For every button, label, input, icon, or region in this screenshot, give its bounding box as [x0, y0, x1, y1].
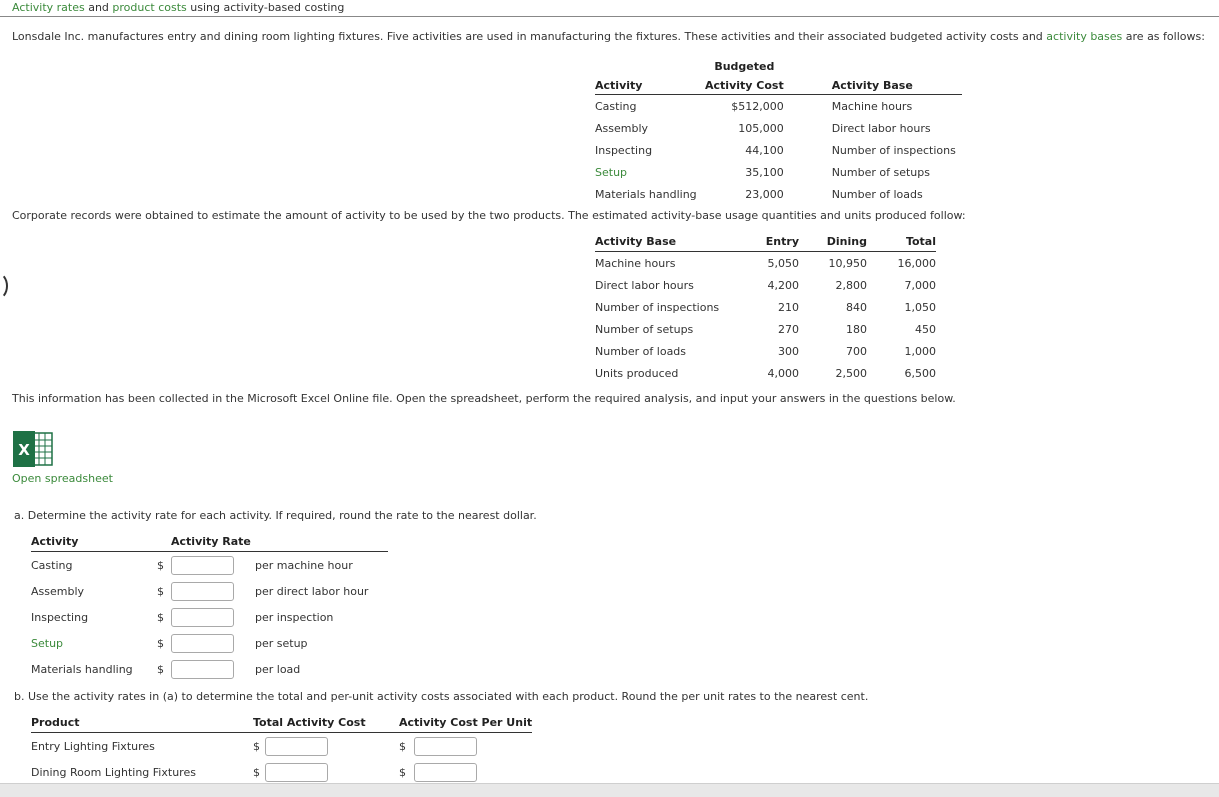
activity-cell: Assembly — [595, 121, 649, 135]
total-cell: 6,500 — [904, 366, 936, 380]
base-cell: Number of inspections — [831, 143, 956, 157]
entry-unit-cost-input[interactable] — [414, 737, 477, 756]
unit-cell: per load — [255, 662, 301, 676]
activity-cost-table — [595, 54, 962, 205]
base-cell: Direct labor hours — [831, 121, 931, 135]
table-row — [595, 139, 962, 161]
product-cell: Entry Lighting Fixtures — [31, 739, 155, 753]
intro-part2: are as follows: — [1125, 30, 1205, 43]
activity-rate-table — [31, 532, 388, 682]
open-spreadsheet-link[interactable]: Open spreadsheet — [12, 472, 113, 485]
product-header: Product — [31, 713, 253, 733]
currency-symbol: $ — [157, 558, 164, 572]
inspecting-rate-input[interactable] — [171, 608, 234, 627]
dining-cell: 2,500 — [835, 366, 867, 380]
materials-handling-rate-input[interactable] — [171, 660, 234, 679]
part-b-question: b. Use the activity rates in (a) to determine the total and per-unit activity costs associated with each product. Round the per unit rates to the nearest cent. — [14, 690, 869, 703]
currency-symbol: $ — [157, 662, 164, 676]
unit-cell: per machine hour — [255, 558, 353, 572]
decorative-arc — [0, 272, 8, 300]
currency-symbol: $ — [399, 765, 406, 779]
info-text: This information has been collected in the Microsoft Excel Online file. Open the spreadsheet, perform the required analysis, and input your answers in the questions below. — [12, 392, 956, 405]
cost-cell: 44,100 — [745, 143, 784, 157]
activity-cell: Casting — [31, 558, 73, 572]
dining-unit-cost-input[interactable] — [414, 763, 477, 782]
activity-header: Activity — [595, 73, 705, 95]
activity-cost-header: Activity Cost — [705, 73, 832, 95]
dining-cell: 840 — [846, 300, 867, 314]
activity-cost-per-unit-header: Activity Cost Per Unit — [399, 713, 532, 733]
activity-cell: Materials handling — [595, 187, 697, 201]
table-row — [595, 252, 936, 275]
excel-icon[interactable] — [12, 430, 54, 468]
activity-rates-link[interactable]: Activity rates — [12, 1, 85, 14]
activity-cell: Inspecting — [595, 143, 653, 157]
entry-cell: 4,000 — [767, 366, 799, 380]
total-header: Total — [867, 232, 936, 252]
entry-cell: 300 — [778, 344, 799, 358]
total-activity-cost-header: Total Activity Cost — [253, 713, 399, 733]
total-cell: 16,000 — [897, 256, 936, 270]
table-row — [595, 95, 962, 118]
table-row — [31, 552, 388, 579]
page-header — [12, 1, 344, 14]
table-row — [31, 630, 388, 656]
activity-header: Activity — [31, 532, 157, 552]
cost-cell: 105,000 — [738, 121, 784, 135]
activity-cell: Materials handling — [31, 662, 133, 676]
header-divider — [0, 16, 1219, 17]
entry-total-cost-input[interactable] — [265, 737, 328, 756]
casting-rate-input[interactable] — [171, 556, 234, 575]
table-row — [31, 604, 388, 630]
product-cell: Dining Room Lighting Fixtures — [31, 765, 196, 779]
setup-link[interactable]: Setup — [595, 165, 628, 179]
entry-header: Entry — [765, 232, 799, 252]
dining-cell: 700 — [846, 344, 867, 358]
base-cell: Direct labor hours — [595, 278, 694, 292]
total-cell: 450 — [915, 322, 936, 336]
table-row — [595, 362, 936, 384]
activity-usage-table — [595, 232, 936, 384]
dining-header: Dining — [799, 232, 867, 252]
dining-cell: 180 — [846, 322, 867, 336]
activity-base-header: Activity Base — [832, 73, 962, 95]
base-cell: Number of loads — [595, 344, 687, 358]
base-cell: Number of setups — [595, 322, 694, 336]
part-a-question: a. Determine the activity rate for each activity. If required, round the rate to the nearest dollar. — [14, 509, 537, 522]
total-cell: 1,050 — [904, 300, 936, 314]
intro-text — [12, 30, 1205, 43]
currency-symbol: $ — [399, 739, 406, 753]
dining-total-cost-input[interactable] — [265, 763, 328, 782]
unit-cell: per inspection — [255, 610, 334, 624]
base-cell: Machine hours — [831, 99, 913, 113]
entry-cell: 5,050 — [767, 256, 799, 270]
currency-symbol: $ — [157, 610, 164, 624]
base-cell: Machine hours — [595, 256, 676, 270]
dining-cell: 2,800 — [835, 278, 867, 292]
activity-base-header: Activity Base — [595, 232, 765, 252]
total-cell: 1,000 — [904, 344, 936, 358]
cost-cell: $512,000 — [731, 99, 784, 113]
product-cost-table — [31, 713, 532, 785]
budgeted-header: Budgeted — [714, 60, 775, 73]
header-rest: using activity-based costing — [190, 1, 345, 14]
currency-symbol: $ — [157, 636, 164, 650]
entry-cell: 210 — [778, 300, 799, 314]
entry-cell: 4,200 — [767, 278, 799, 292]
horizontal-scrollbar[interactable] — [0, 783, 1219, 797]
excel-icon-letter: X — [18, 441, 30, 459]
header-and: and — [88, 1, 109, 14]
unit-cell: per setup — [255, 636, 308, 650]
table-row — [595, 274, 936, 296]
currency-symbol: $ — [157, 584, 164, 598]
table-row — [595, 340, 936, 362]
activity-cell: Inspecting — [31, 610, 89, 624]
setup-rate-input[interactable] — [171, 634, 234, 653]
dining-cell: 10,950 — [828, 256, 867, 270]
setup-link[interactable]: Setup — [31, 636, 64, 650]
product-costs-link[interactable]: product costs — [112, 1, 187, 14]
table-row — [595, 296, 936, 318]
assembly-rate-input[interactable] — [171, 582, 234, 601]
activity-cell: Assembly — [31, 584, 85, 598]
currency-symbol: $ — [253, 765, 260, 779]
activity-rate-header: Activity Rate — [171, 532, 255, 552]
table-row — [595, 161, 962, 183]
table-row — [31, 733, 532, 760]
activity-bases-link[interactable]: activity bases — [1046, 30, 1123, 43]
table-row — [595, 318, 936, 340]
corporate-text: Corporate records were obtained to estimate the amount of activity to be used by the two products. The estimated activity-base usage quantities and units produced follow: — [12, 209, 966, 222]
total-cell: 7,000 — [904, 278, 936, 292]
base-cell: Number of inspections — [595, 300, 720, 314]
intro-part1: Lonsdale Inc. manufactures entry and dining room lighting fixtures. Five activities are used in manufacturing the fixtures. These activities and their associated budgeted activity costs and — [12, 30, 1043, 43]
table-row — [31, 656, 388, 682]
table-row — [595, 117, 962, 139]
unit-cell: per direct labor hour — [255, 584, 369, 598]
activity-cell: Casting — [595, 99, 637, 113]
table-row — [31, 759, 532, 785]
table-row — [595, 183, 962, 205]
table-row — [31, 578, 388, 604]
currency-symbol: $ — [253, 739, 260, 753]
cost-cell: 23,000 — [745, 187, 784, 201]
cost-cell: 35,100 — [745, 165, 784, 179]
base-cell: Units produced — [595, 366, 679, 380]
entry-cell: 270 — [778, 322, 799, 336]
base-cell: Number of setups — [831, 165, 930, 179]
base-cell: Number of loads — [831, 187, 923, 201]
